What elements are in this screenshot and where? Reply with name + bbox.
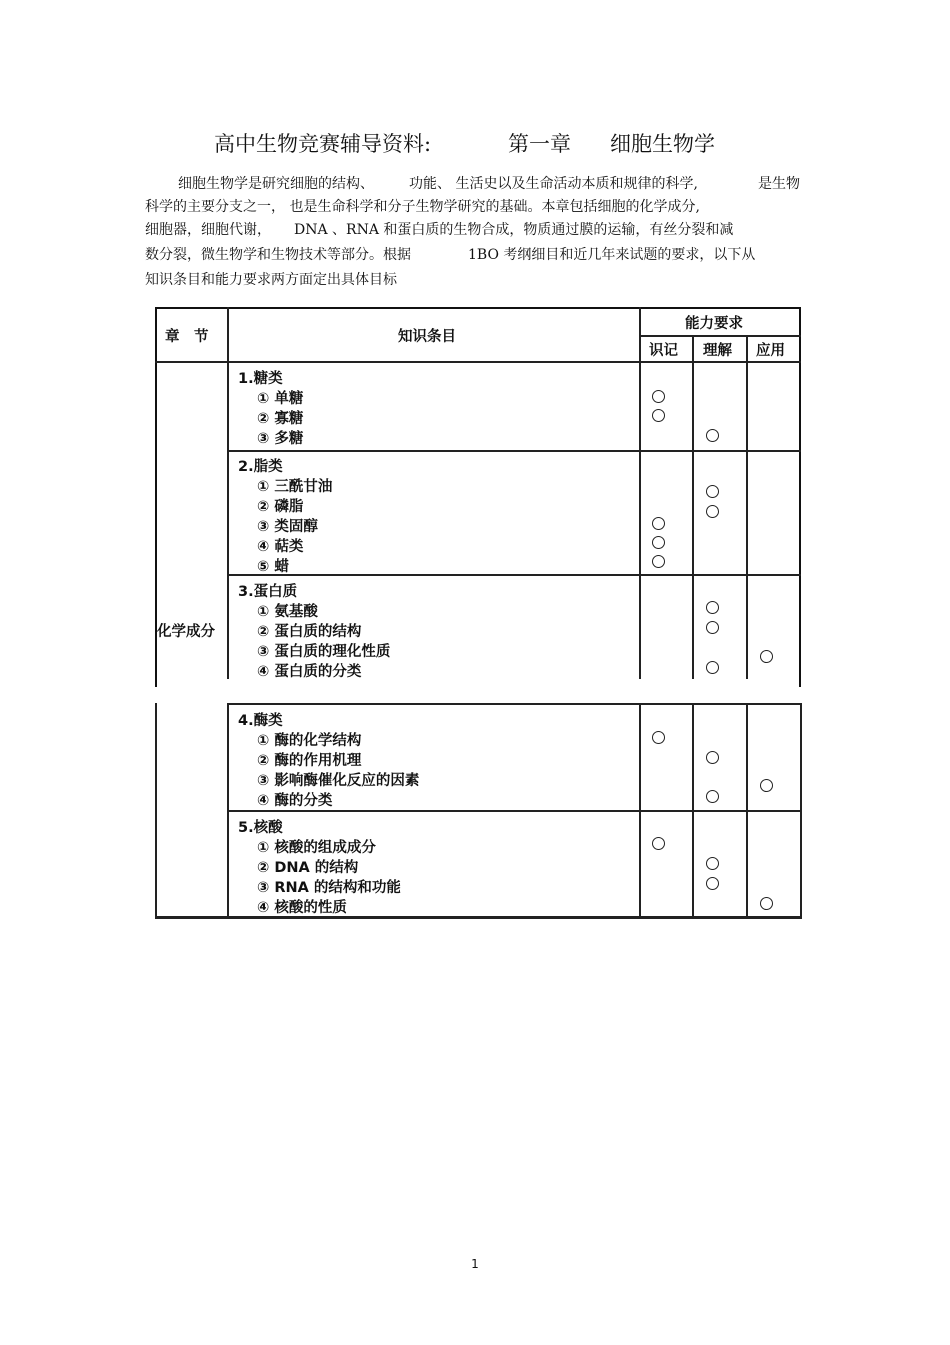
page-number: 1 <box>471 1257 479 1271</box>
intro-line1-c: 是生物 <box>758 176 800 192</box>
intro-line1-a: 细胞生物学是研究细胞的结构、 <box>178 176 374 192</box>
recall-mark <box>652 390 665 403</box>
recall-mark <box>652 409 665 422</box>
title-chapter: 第一章 <box>508 132 571 156</box>
list-item: ④ 核酸的性质 <box>257 900 347 916</box>
list-item: ② 磷脂 <box>257 499 304 515</box>
row-divider <box>227 574 801 576</box>
row-divider <box>227 703 802 705</box>
understand-mark <box>706 877 719 890</box>
list-item: ③ 蛋白质的理化性质 <box>257 644 391 660</box>
group-title-sugars: 1.糖类 <box>238 371 283 387</box>
list-item: ③ 影响酶催化反应的因素 <box>257 773 420 789</box>
apply-mark <box>760 650 773 663</box>
understand-mark <box>706 790 719 803</box>
list-item: ① 氨基酸 <box>257 604 318 620</box>
title-subject: 细胞生物学 <box>610 132 715 156</box>
header-apply: 应用 <box>756 343 785 359</box>
knowledge-table-part1 <box>155 307 803 679</box>
row-divider <box>227 450 801 452</box>
intro-line2: 科学的主要分支之一， 也是生命科学和分子生物学研究的基础。本章包括细胞的化学成分, <box>145 199 700 215</box>
intro-line4-b: 1BO 考纲细目和近几年来试题的要求，以下从 <box>468 247 756 263</box>
group-title-nucleic-acids: 5.核酸 <box>238 820 283 836</box>
understand-mark <box>706 601 719 614</box>
understand-mark <box>706 661 719 674</box>
recall-mark <box>652 517 665 530</box>
list-item: ① 单糖 <box>257 391 304 407</box>
knowledge-table-part2 <box>155 703 803 919</box>
understand-mark <box>706 857 719 870</box>
header-knowledge: 知识条目 <box>398 329 456 345</box>
row-divider <box>227 810 802 812</box>
intro-line5: 知识条目和能力要求两方面定出具体目标 <box>145 272 397 288</box>
list-item: ④ 酶的分类 <box>257 793 333 809</box>
list-item: ④ 萜类 <box>257 539 304 555</box>
list-item: ① 酶的化学结构 <box>257 733 362 749</box>
understand-mark <box>706 505 719 518</box>
list-item: ③ 类固醇 <box>257 519 318 535</box>
table-border <box>155 307 801 687</box>
header-bottom-line <box>155 361 801 363</box>
list-item: ② 寡糖 <box>257 411 304 427</box>
header-ability: 能力要求 <box>685 316 743 332</box>
column-divider <box>692 335 694 679</box>
column-divider <box>746 335 748 679</box>
recall-mark <box>652 536 665 549</box>
intro-line3-b: DNA 、RNA 和蛋白质的生物合成，物质通过膜的运输，有丝分裂和减 <box>294 222 734 238</box>
group-title-proteins: 3.蛋白质 <box>238 584 298 600</box>
intro-line3-a: 细胞器，细胞代谢， <box>145 222 271 238</box>
list-item: ⑤ 蜡 <box>257 559 289 575</box>
list-item: ① 三酰甘油 <box>257 479 333 495</box>
list-item: ② 酶的作用机理 <box>257 753 362 769</box>
group-title-lipids: 2.脂类 <box>238 459 283 475</box>
apply-mark <box>760 897 773 910</box>
column-divider <box>639 307 641 679</box>
list-item: ③ 多糖 <box>257 431 304 447</box>
list-item: ① 核酸的组成成分 <box>257 840 376 856</box>
intro-line1-b: 功能、 生活史以及生命活动本质和规律的科学, <box>409 176 698 192</box>
list-item: ④ 蛋白质的分类 <box>257 664 362 680</box>
understand-mark <box>706 751 719 764</box>
recall-mark <box>652 555 665 568</box>
header-understand: 理解 <box>703 343 732 359</box>
table-left-border <box>155 703 157 919</box>
header-chapter: 章 节 <box>165 329 209 345</box>
understand-mark <box>706 429 719 442</box>
title-series: 高中生物竞赛辅导资料: <box>214 132 432 156</box>
list-item: ② DNA 的结构 <box>257 860 359 876</box>
header-divider <box>639 335 801 337</box>
recall-mark <box>652 731 665 744</box>
understand-mark <box>706 485 719 498</box>
understand-mark <box>706 621 719 634</box>
apply-mark <box>760 779 773 792</box>
group-title-enzymes: 4.酶类 <box>238 713 283 729</box>
recall-mark <box>652 837 665 850</box>
chapter-name: 化学成分 <box>157 624 215 640</box>
header-recall: 识记 <box>649 343 678 359</box>
intro-line4-a: 数分裂，微生物学和生物技术等部分。根据 <box>145 247 411 263</box>
list-item: ③ RNA 的结构和功能 <box>257 880 401 896</box>
column-divider <box>227 307 229 679</box>
list-item: ② 蛋白质的结构 <box>257 624 362 640</box>
table-bottom-border <box>155 916 802 919</box>
